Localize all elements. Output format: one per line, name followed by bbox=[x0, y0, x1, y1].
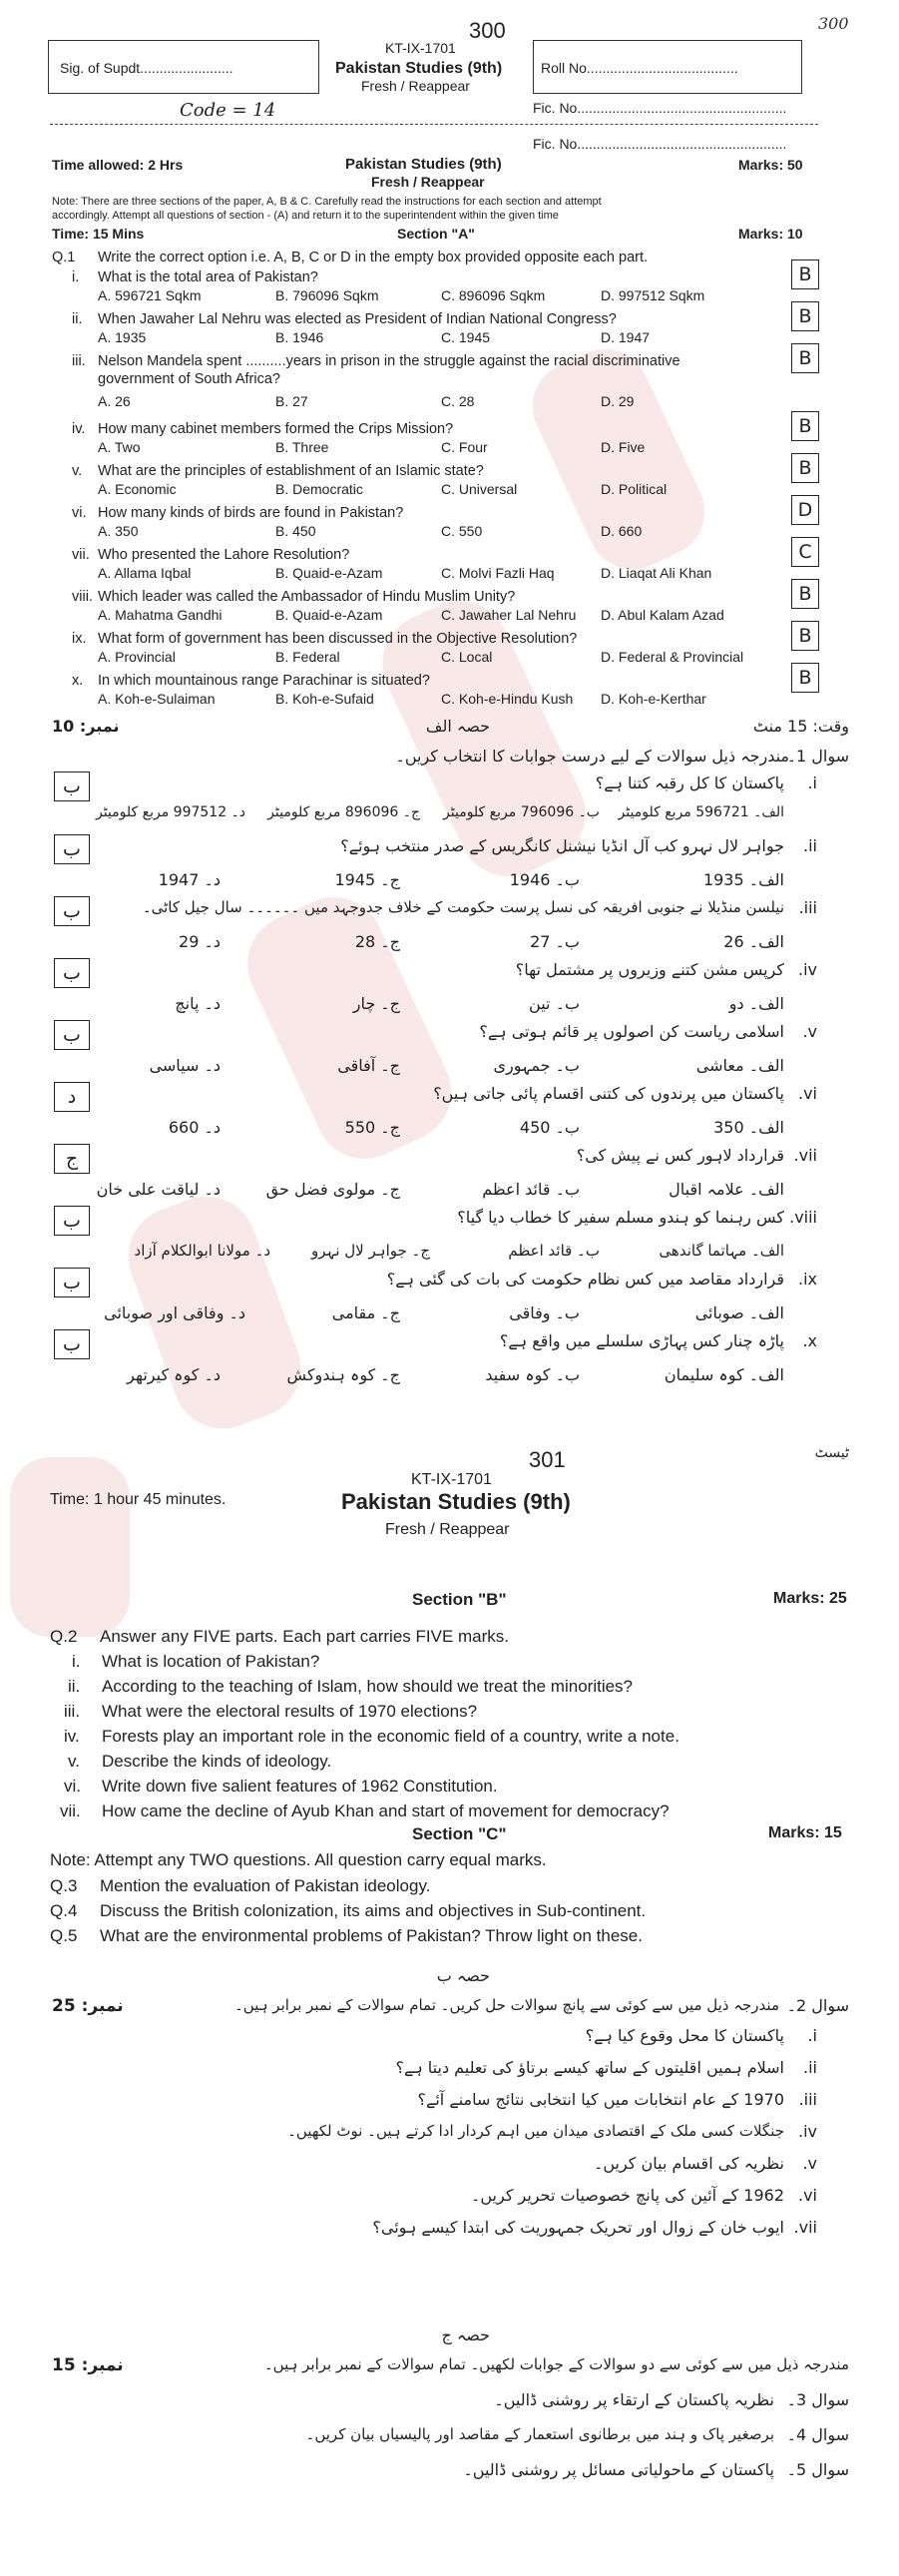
mcq-option-b: B. 796096 Sqkm bbox=[275, 287, 379, 303]
q1-instruction: Write the correct option i.e. A, B, C or D in the empty box provided opposite each part. bbox=[98, 250, 649, 265]
q2-part-text: Describe the kinds of ideology. bbox=[102, 1752, 332, 1771]
urdu-mcq-option-a: الف۔ صوبائی bbox=[694, 1303, 784, 1322]
urdu-mcq-answer-box[interactable]: د bbox=[54, 1082, 90, 1112]
urdu-section-b: حصہ ب bbox=[436, 1966, 490, 1985]
urdu-section-c-question-number: سوال 4۔ bbox=[786, 2425, 849, 2444]
urdu-section-c: حصہ ج bbox=[441, 2325, 490, 2344]
urdu-mcq-question: پاکستان کا کل رقبہ کتنا ہے؟ bbox=[595, 773, 784, 792]
mcq-answer-box[interactable]: B bbox=[791, 453, 819, 483]
urdu-q2-part-number: i. bbox=[807, 2026, 817, 2045]
handwritten-code: Code = 14 bbox=[180, 100, 276, 121]
q2-part-text: How came the decline of Ayub Khan and start of movement for democracy? bbox=[102, 1802, 670, 1820]
urdu-q1-instruction: مندرجہ ذیل سوالات کے لیے درست جوابات کا انتخاب کریں۔ bbox=[395, 747, 789, 766]
page-2-fresh-reappear: Fresh / Reappear bbox=[385, 1521, 510, 1538]
mcq-option-d: D. Five bbox=[601, 439, 646, 455]
urdu-mcq-question: نیلسن منڈیلا نے جنوبی افریقہ کی نسل پرست حکومت کے خلاف جدوجہد میں ۔۔۔۔۔۔ سال جیل کاٹی۔ bbox=[142, 898, 784, 916]
urdu-q2-part-text: 1970 کے عام انتخابات میں کیا انتخابی نتائج سامنے آئے؟ bbox=[417, 2090, 784, 2109]
urdu-mcq-option-d: د۔ 29 bbox=[179, 932, 221, 951]
mcq-question: Who presented the Lahore Resolution? bbox=[98, 547, 350, 563]
urdu-mcq-option-d: د۔ وفاقی اور صوبائی bbox=[104, 1303, 245, 1322]
mcq-option-c: C. Jawaher Lal Nehru bbox=[441, 607, 577, 623]
fic-number-1: Fic. No...................................................... bbox=[533, 100, 787, 116]
mcq-option-c: C. 896096 Sqkm bbox=[441, 287, 546, 303]
urdu-mcq-option-b: ب۔ کوہ سفید bbox=[485, 1365, 580, 1384]
urdu-mcq-option-a: الف۔ کوہ سلیمان bbox=[664, 1365, 784, 1384]
mcq-question: What are the principles of establishment of an Islamic state? bbox=[98, 463, 484, 479]
section-c-question-text: Mention the evaluation of Pakistan ideology. bbox=[100, 1876, 431, 1895]
subject-title: Pakistan Studies (9th) bbox=[345, 156, 502, 173]
section-c-question-number: Q.4 bbox=[50, 1901, 78, 1920]
urdu-mcq-option-b: ب۔ 27 bbox=[530, 932, 580, 951]
mcq-number: viii. bbox=[72, 589, 93, 605]
mcq-option-a: A. 596721 Sqkm bbox=[98, 287, 202, 303]
q2-part-number: vii. bbox=[60, 1802, 81, 1820]
mcq-question: What form of government has been discussed in the Objective Resolution? bbox=[98, 631, 578, 647]
urdu-mcq-option-a: الف۔ معاشی bbox=[695, 1056, 784, 1075]
mcq-option-b: B. Quaid-e-Azam bbox=[275, 565, 383, 581]
mcq-option-c: C. Universal bbox=[441, 481, 518, 497]
page-number: 300 bbox=[469, 18, 506, 43]
mcq-question: How many kinds of birds are found in Pakistan? bbox=[98, 505, 404, 521]
urdu-mcq-option-d: د۔ لیاقت علی خان bbox=[96, 1180, 221, 1199]
mcq-answer-box[interactable]: B bbox=[791, 259, 819, 289]
mcq-option-a: A. 350 bbox=[98, 523, 139, 539]
page-2-paper-code: KT-IX-1701 bbox=[411, 1471, 492, 1488]
urdu-mcq-option-c: ج۔ 896096 مربع کلومیٹر bbox=[267, 804, 420, 820]
mcq-option-c: C. Koh-e-Hindu Kush bbox=[441, 691, 574, 707]
urdu-section-c-question-text: برصغیر پاک و ہند میں برطانوی استعمار کے مقاصد اور پالیسیاں بیان کریں۔ bbox=[305, 2425, 774, 2443]
urdu-q2-part-text: جنگلات کسی ملک کے اقتصادی میدان میں اہم کردار ادا کرتے ہیں۔ نوٹ لکھیں۔ bbox=[287, 2122, 784, 2140]
urdu-mcq-option-a: الف۔ دو bbox=[728, 994, 784, 1013]
urdu-mcq-answer-box[interactable]: ب bbox=[54, 1268, 90, 1297]
mcq-option-c: C. Local bbox=[441, 649, 493, 665]
corner-mark: 300 bbox=[818, 14, 849, 33]
mcq-option-d: D. 1947 bbox=[601, 329, 651, 345]
urdu-mcq-answer-box[interactable]: ب bbox=[54, 1329, 90, 1359]
mcq-option-c: C. 550 bbox=[441, 523, 483, 539]
mcq-question: Which leader was called the Ambassador of Hindu Muslim Unity? bbox=[98, 589, 516, 605]
section-a-time: Time: 15 Mins bbox=[52, 226, 145, 242]
urdu-mcq-option-b: ب۔ 1946 bbox=[509, 870, 580, 889]
mcq-answer-box[interactable]: D bbox=[791, 495, 819, 525]
mcq-option-d: D. 29 bbox=[601, 393, 635, 409]
urdu-mcq-answer-box[interactable]: ب bbox=[54, 834, 90, 864]
urdu-q2-part-number: iv. bbox=[797, 2122, 817, 2141]
urdu-mcq-answer-box[interactable]: ج bbox=[54, 1144, 90, 1174]
mcq-option-a: A. Economic bbox=[98, 481, 177, 497]
urdu-section-c-question-number: سوال 3۔ bbox=[786, 2390, 849, 2409]
mcq-option-d: D. Koh-e-Kerthar bbox=[601, 691, 706, 707]
urdu-mcq-number: vii. bbox=[793, 1146, 817, 1165]
q2-part-number: v. bbox=[68, 1752, 80, 1771]
page-2-time: Time: 1 hour 45 minutes. bbox=[50, 1491, 226, 1508]
urdu-mcq-option-a: الف۔ 350 bbox=[713, 1118, 784, 1137]
urdu-note-c: مندرجہ ذیل میں سے کوئی سے دو سوالات کے جوابات لکھیں۔ تمام سوالات کے نمبر برابر ہیں۔ bbox=[263, 2355, 849, 2373]
urdu-mcq-option-c: ج۔ آفاقی bbox=[337, 1056, 400, 1075]
urdu-mcq-option-b: ب۔ جمہوری bbox=[493, 1056, 580, 1075]
mcq-option-b: B. Koh-e-Sufaid bbox=[275, 691, 374, 707]
urdu-mcq-option-c: ج۔ چار bbox=[352, 994, 400, 1013]
mcq-option-b: B. 450 bbox=[275, 523, 316, 539]
urdu-mcq-option-d: د۔ 997512 مربع کلومیٹر bbox=[95, 804, 245, 820]
urdu-mcq-option-c: ج۔ جواہر لال نہرو bbox=[311, 1242, 430, 1260]
urdu-mcq-question: جواہر لال نہرو کب آل انڈیا نیشنل کانگریس کے صدر منتخب ہوئے؟ bbox=[340, 836, 784, 855]
q2-part-text: Forests play an important role in the economic field of a country, write a note. bbox=[102, 1727, 679, 1746]
q2-instruction: Answer any FIVE parts. Each part carries FIVE marks. bbox=[100, 1627, 510, 1646]
urdu-mcq-option-d: د۔ سیاسی bbox=[149, 1056, 221, 1075]
urdu-mcq-answer-box[interactable]: ب bbox=[54, 958, 90, 988]
paper-code: KT-IX-1701 bbox=[385, 40, 456, 56]
urdu-q2-part-number: iii. bbox=[798, 2090, 817, 2109]
urdu-mcq-question: قرارداد لاہور کس نے پیش کی؟ bbox=[576, 1146, 784, 1165]
q2-part-text: According to the teaching of Islam, how should we treat the minorities? bbox=[102, 1677, 634, 1696]
urdu-marks-c: نمبر: 15 bbox=[52, 2355, 124, 2375]
urdu-mcq-option-d: د۔ 1947 bbox=[158, 870, 221, 889]
urdu-mcq-option-a: الف۔ 26 bbox=[723, 932, 784, 951]
q2-part-number: ii. bbox=[68, 1677, 81, 1696]
roll-number-label: Roll No....................................... bbox=[541, 60, 738, 76]
urdu-mcq-option-b: ب۔ قائد اعظم bbox=[482, 1180, 580, 1199]
mcq-answer-box[interactable]: B bbox=[791, 621, 819, 651]
mcq-option-c: C. 28 bbox=[441, 393, 475, 409]
mcq-answer-box[interactable]: B bbox=[791, 301, 819, 331]
urdu-mcq-question: پاڑہ چنار کس پہاڑی سلسلے میں واقع ہے؟ bbox=[499, 1331, 784, 1350]
urdu-q2-instruction: مندرجہ ذیل میں سے کوئی سے پانچ سوالات حل کریں۔ تمام سوالات کے نمبر برابر ہیں۔ bbox=[234, 1996, 779, 2014]
subject-subtitle: Fresh / Reappear bbox=[371, 174, 485, 190]
mcq-question-continued: government of South Africa? bbox=[98, 371, 280, 387]
urdu-mcq-option-d: د۔ مولانا ابوالکلام آزاد bbox=[134, 1242, 270, 1260]
urdu-mcq-number: ii. bbox=[803, 836, 817, 855]
urdu-mcq-question: قرارداد مقاصد میں کس نظام حکومت کی بات کی گئی ہے؟ bbox=[386, 1270, 784, 1288]
urdu-mcq-option-b: ب۔ تین bbox=[529, 994, 580, 1013]
mcq-answer-box[interactable]: C bbox=[791, 537, 819, 567]
urdu-mcq-number: iv. bbox=[797, 960, 817, 979]
urdu-q2-part-text: اسلام ہمیں اقلیتوں کے ساتھ کیسے برتاؤ کی تعلیم دیتا ہے؟ bbox=[395, 2058, 784, 2077]
total-marks: Marks: 50 bbox=[738, 157, 803, 173]
section-c-title: Section "C" bbox=[412, 1824, 507, 1843]
urdu-mcq-option-b: ب۔ 450 bbox=[519, 1118, 580, 1137]
section-a-marks: Marks: 10 bbox=[738, 226, 803, 242]
urdu-mcq-option-b: ب۔ 796096 مربع کلومیٹر bbox=[443, 804, 600, 820]
urdu-q2-part-number: v. bbox=[802, 2154, 817, 2173]
mcq-option-a: A. Koh-e-Sulaiman bbox=[98, 691, 216, 707]
mcq-number: x. bbox=[72, 673, 84, 689]
mcq-number: v. bbox=[72, 463, 83, 479]
urdu-mcq-option-a: الف۔ 1935 bbox=[702, 870, 784, 889]
urdu-mcq-answer-box[interactable]: ب bbox=[54, 896, 90, 926]
mcq-option-d: D. Abul Kalam Azad bbox=[601, 607, 724, 623]
time-allowed: Time allowed: 2 Hrs bbox=[52, 157, 184, 173]
urdu-mcq-question: کرپس مشن کتنے وزیروں پر مشتمل تھا؟ bbox=[515, 960, 784, 979]
mcq-option-a: A. Mahatma Gandhi bbox=[98, 607, 223, 623]
urdu-mcq-option-b: ب۔ وفاقی bbox=[509, 1303, 580, 1322]
fic-number-2: Fic. No...................................................... bbox=[533, 136, 787, 152]
mcq-question: What is the total area of Pakistan? bbox=[98, 269, 318, 285]
urdu-mcq-option-d: د۔ پانچ bbox=[175, 994, 221, 1013]
urdu-mcq-number: iii. bbox=[798, 898, 817, 917]
section-b-title: Section "B" bbox=[412, 1590, 507, 1609]
section-c-question-number: Q.3 bbox=[50, 1876, 78, 1895]
urdu-q2-part-number: vii. bbox=[793, 2218, 817, 2237]
mcq-answer-box[interactable]: B bbox=[791, 579, 819, 609]
mcq-option-a: A. Two bbox=[98, 439, 141, 455]
mcq-option-d: D. Political bbox=[601, 481, 668, 497]
dashed-divider bbox=[50, 124, 818, 125]
urdu-mcq-option-c: ج۔ کوہ ہندوکش bbox=[286, 1365, 400, 1384]
urdu-mcq-option-a: الف۔ 596721 مربع کلومیٹر bbox=[618, 804, 784, 820]
urdu-mcq-answer-box[interactable]: ب bbox=[54, 1206, 90, 1236]
section-c-question-text: What are the environmental problems of Pakistan? Throw light on these. bbox=[100, 1926, 643, 1945]
q2-part-text: Write down five salient features of 1962 Constitution. bbox=[102, 1777, 498, 1796]
note-line-2: accordingly. Attempt all questions of section - (A) and return it to the superintendent within the given time bbox=[52, 210, 559, 222]
mcq-question: Nelson Mandela spent ..........years in prison in the struggle against the racial discriminative bbox=[98, 353, 680, 369]
mcq-answer-box[interactable]: B bbox=[791, 343, 819, 373]
urdu-time: وقت: 15 منٹ bbox=[752, 717, 849, 736]
urdu-marks-b: نمبر: 25 bbox=[52, 1996, 124, 2016]
section-a-title: Section "A" bbox=[397, 226, 475, 242]
mcq-option-c: C. Four bbox=[441, 439, 488, 455]
mcq-option-b: B. Democratic bbox=[275, 481, 363, 497]
section-c-note: Note: Attempt any TWO questions. All question carry equal marks. bbox=[50, 1850, 547, 1869]
urdu-q2-part-text: پاکستان کا محل وقوع کیا ہے؟ bbox=[585, 2026, 784, 2045]
mcq-option-d: D. Liaqat Ali Khan bbox=[601, 565, 712, 581]
section-c-question-text: Discuss the British colonization, its aims and objectives in Sub-continent. bbox=[100, 1901, 647, 1920]
urdu-q2-part-number: vi. bbox=[797, 2186, 817, 2205]
urdu-mcq-option-c: ج۔ 550 bbox=[344, 1118, 400, 1137]
urdu-mcq-answer-box[interactable]: ب bbox=[54, 1020, 90, 1050]
urdu-q2-part-text: ایوب خان کے زوال اور تحریک جمہوریت کی ابتدا کیسے ہوئی؟ bbox=[372, 2218, 784, 2237]
urdu-mcq-number: viii. bbox=[789, 1208, 817, 1227]
urdu-mcq-option-a: الف۔ علامہ اقبال bbox=[669, 1180, 784, 1199]
urdu-q2-number: سوال 2۔ bbox=[786, 1996, 849, 2015]
mcq-number: ix. bbox=[72, 631, 87, 647]
header-subject: Pakistan Studies (9th) bbox=[335, 60, 503, 77]
urdu-q2-part-text: نظریہ کی اقسام بیان کریں۔ bbox=[593, 2154, 784, 2173]
urdu-mcq-option-c: ج۔ 1945 bbox=[334, 870, 400, 889]
urdu-mcq-option-a: الف۔ مہاتما گاندھی bbox=[659, 1242, 784, 1260]
page-2-number: 301 bbox=[529, 1447, 566, 1472]
mcq-option-a: A. Allama Iqbal bbox=[98, 565, 192, 581]
urdu-mcq-number: vi. bbox=[797, 1084, 817, 1103]
q2-number: Q.2 bbox=[50, 1627, 78, 1646]
urdu-mcq-answer-box[interactable]: ب bbox=[54, 772, 90, 801]
urdu-mcq-option-d: د۔ 660 bbox=[168, 1118, 221, 1137]
mcq-question: When Jawaher Lal Nehru was elected as President of Indian National Congress? bbox=[98, 311, 617, 327]
urdu-section-c-question-number: سوال 5۔ bbox=[786, 2460, 849, 2479]
urdu-mcq-question: پاکستان میں پرندوں کی کتنی اقسام پائی جاتی ہیں؟ bbox=[433, 1084, 784, 1103]
mcq-option-d: D. 997512 Sqkm bbox=[601, 287, 705, 303]
mcq-option-a: A. 1935 bbox=[98, 329, 147, 345]
mcq-option-d: D. Federal & Provincial bbox=[601, 649, 744, 665]
mcq-option-b: B. 1946 bbox=[275, 329, 324, 345]
header-fresh-reappear: Fresh / Reappear bbox=[361, 78, 470, 94]
section-c-question-number: Q.5 bbox=[50, 1926, 78, 1945]
mcq-number: vii. bbox=[72, 547, 90, 563]
page-2-subject-title: Pakistan Studies (9th) bbox=[341, 1489, 571, 1514]
mcq-number: iv. bbox=[72, 421, 86, 437]
urdu-mcq-option-c: ج۔ 28 bbox=[354, 932, 400, 951]
mcq-number: ii. bbox=[72, 311, 83, 327]
mcq-option-a: A. Provincial bbox=[98, 649, 176, 665]
mcq-number: i. bbox=[72, 269, 80, 285]
urdu-mcq-option-d: د۔ کوہ کیرتھر bbox=[127, 1365, 221, 1384]
urdu-mcq-option-c: ج۔ مقامی bbox=[331, 1303, 400, 1322]
urdu-mcq-option-b: ب۔ قائد اعظم bbox=[508, 1242, 600, 1260]
urdu-mcq-number: i. bbox=[807, 773, 817, 792]
q2-part-number: iii. bbox=[64, 1702, 81, 1721]
urdu-mcq-option-c: ج۔ مولوی فضل حق bbox=[265, 1180, 400, 1199]
superintendent-signature-label: Sig. of Supdt........................ bbox=[60, 60, 233, 76]
urdu-mcq-question: کس رہنما کو ہندو مسلم سفیر کا خطاب دیا گیا؟ bbox=[457, 1208, 784, 1227]
q2-part-text: What is location of Pakistan? bbox=[102, 1652, 320, 1671]
urdu-mcq-question: اسلامی ریاست کن اصولوں پر قائم ہوتی ہے؟ bbox=[479, 1022, 784, 1041]
mcq-number: vi. bbox=[72, 505, 87, 521]
mcq-option-d: D. 660 bbox=[601, 523, 643, 539]
mcq-option-c: C. 1945 bbox=[441, 329, 491, 345]
page-2-corner-scribble: ٹیسٹ bbox=[814, 1445, 849, 1461]
urdu-q2-part-text: 1962 کے آئین کی پانچ خصوصیات تحریر کریں۔ bbox=[470, 2186, 784, 2205]
mcq-question: How many cabinet members formed the Crips Mission? bbox=[98, 421, 454, 437]
note-line-1: Note: There are three sections of the paper, A, B & C. Carefully read the instructions for each section and attempt bbox=[52, 196, 602, 208]
section-c-marks: Marks: 15 bbox=[768, 1824, 842, 1841]
mcq-option-b: B. 27 bbox=[275, 393, 308, 409]
q2-part-number: i. bbox=[72, 1652, 81, 1671]
urdu-marks-a: نمبر: 10 bbox=[52, 717, 120, 736]
mcq-option-b: B. Federal bbox=[275, 649, 340, 665]
mcq-answer-box[interactable]: B bbox=[791, 411, 819, 441]
q2-part-text: What were the electoral results of 1970 elections? bbox=[102, 1702, 478, 1721]
mcq-option-b: B. Three bbox=[275, 439, 329, 455]
mcq-number: iii. bbox=[72, 353, 86, 369]
section-b-marks: Marks: 25 bbox=[773, 1590, 847, 1607]
mcq-question: In which mountainous range Parachinar is situated? bbox=[98, 673, 430, 689]
mcq-option-a: A. 26 bbox=[98, 393, 131, 409]
urdu-q1-number: سوال 1۔ bbox=[786, 747, 849, 766]
urdu-q2-part-number: ii. bbox=[803, 2058, 817, 2077]
mcq-option-b: B. Quaid-e-Azam bbox=[275, 607, 383, 623]
q1-number: Q.1 bbox=[52, 250, 76, 265]
urdu-section-a: حصہ الف bbox=[425, 717, 490, 736]
mcq-option-c: C. Molvi Fazli Haq bbox=[441, 565, 555, 581]
urdu-mcq-number: x. bbox=[802, 1331, 817, 1350]
urdu-mcq-number: ix. bbox=[797, 1270, 817, 1288]
urdu-mcq-number: v. bbox=[802, 1022, 817, 1041]
q2-part-number: vi. bbox=[64, 1777, 81, 1796]
urdu-section-c-question-text: نظریہ پاکستان کے ارتقاء پر روشنی ڈالیں۔ bbox=[494, 2390, 774, 2409]
mcq-answer-box[interactable]: B bbox=[791, 663, 819, 693]
urdu-section-c-question-text: پاکستان کے ماحولیاتی مسائل پر روشنی ڈالیں۔ bbox=[463, 2460, 774, 2479]
q2-part-number: iv. bbox=[64, 1727, 80, 1746]
